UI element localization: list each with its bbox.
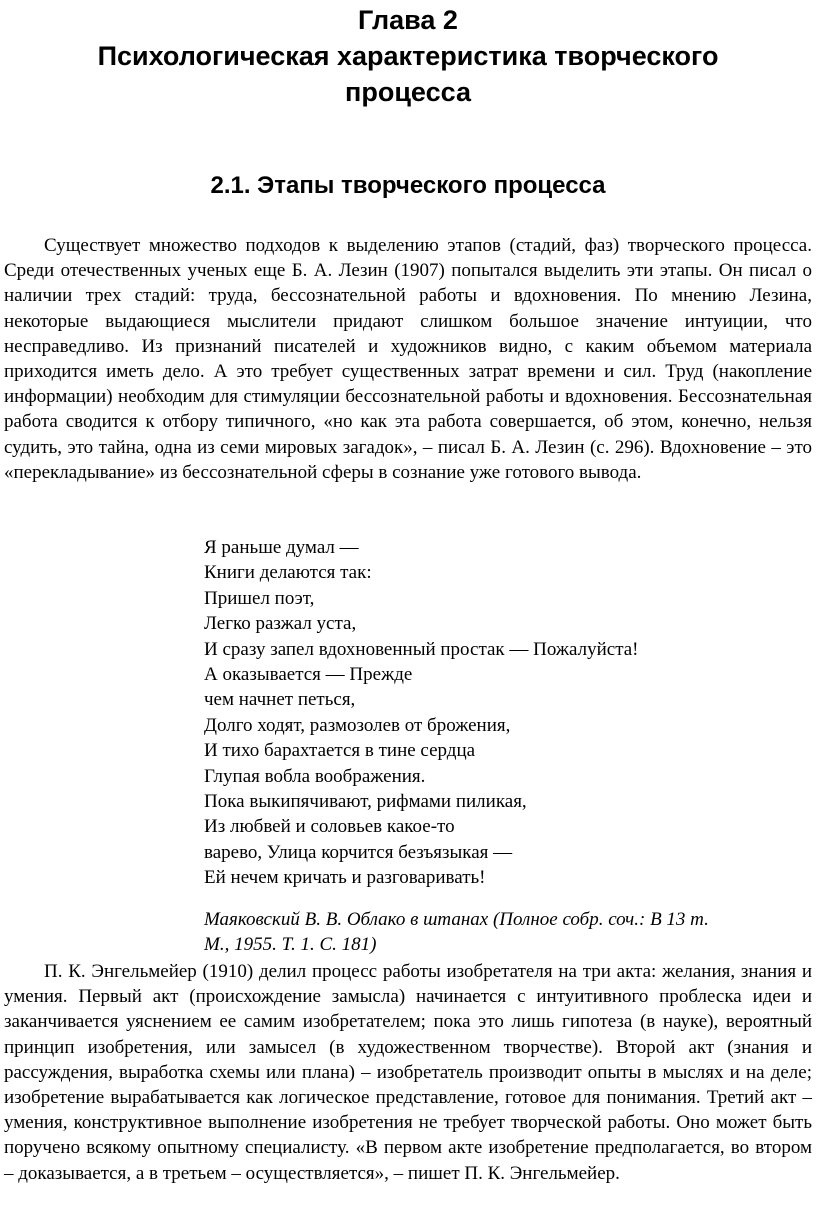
poem-line: А оказывается — Прежде: [204, 664, 413, 686]
poem-citation: [204, 907, 804, 957]
chapter-title-line1: Психологическая характеристика творческого: [97, 41, 719, 71]
poem-line: Пришел поэт,: [204, 587, 315, 609]
poem-line: варево, Улица корчится безъязыкая —: [204, 841, 513, 863]
poem-line: Из любвей и соловьев какое-то: [204, 816, 455, 838]
poem-quote: [204, 535, 684, 891]
poem-line: Пока выкипячивают, рифмами пиликая,: [204, 791, 527, 813]
chapter-label: Глава 2: [358, 5, 458, 35]
paragraph-engelmeyer: П. К. Энгельмейер (1910) делил процесс работы изобретателя на три акта: желания, знания и умения. Первый акт (происхождение замысла) начинается с интуитивного проблеска идеи и заканчивается уяснением ее самим изобретателем; пока это лишь гипотеза (в науке), вероятный принцип изобретения, или замысел (в художественном творчестве). Второй акт (знания и рассуждения, выработка схемы или плана) – изобретатель производит опыты в мыслях и на деле; изобретение вырабатывается как логическое представление, готовое для понимания. Третий акт – умения, конструктивное выполнение изобретения не требует творческой работы. Оно может быть поручено всякому опытному специалисту. «В первом акте изобретение предполагается, во втором – доказывается, а в третьем – осуществляется», – пишет П. К. Энгельмейер.: [4, 961, 812, 1184]
poem-line: Ей нечем кричать и разговаривать!: [204, 867, 486, 889]
poem-line: Глупая вобла воображения.: [204, 765, 426, 787]
poem-line: Книги делаются так:: [204, 562, 372, 584]
poem-line: Я раньше думал —: [204, 537, 359, 558]
poem-line: Легко разжал уста,: [204, 613, 357, 635]
paragraph-stages-lezin: Существует множество подходов к выделению этапов (стадий, фаз) творческого процесса. Среди отечественных ученых еще Б. А. Лезин (1907) попытался выделить эти этапы. Он писал о наличии трех стадий: труда, бессознательной работы и вдохновения. По мнению Лезина, некоторые выдающиеся мыслители придают слишком большое значение интуиции, что несправедливо. Из признаний писателей и художников видно, с каким объемом материала приходится иметь дело. А это требует существенных затрат времени и сил. Труд (накопление информации) необходим для стимуляции бессознательной работы и вдохновения. Бессознательная работа сводится к отбору типичного, «но как эта работа совершается, об этом, конечно, нельзя судить, это тайна, одна из семи мировых загадок», – писал Б. А. Лезин (с. 296). Вдохновение – это «перекладывание» из бессознательной сферы в сознание уже готового вывода.: [4, 235, 812, 483]
poem-line: И сразу запел вдохновенный простак — Пожалуйста!: [204, 638, 639, 660]
citation-line2: М., 1955. Т. 1. С. 181): [204, 934, 377, 955]
section-title: 2.1. Этапы творческого процесса: [210, 172, 606, 199]
poem-line: Долго ходят, размозолев от брожения,: [204, 714, 511, 736]
poem-line: И тихо барахтается в тине сердца: [204, 740, 476, 762]
poem-line: чем начнет петься,: [204, 689, 356, 711]
citation-line1: Маяковский В. В. Облако в штанах (Полное собр. соч.: В 13 т.: [204, 909, 709, 930]
chapter-title-line2: процесса: [345, 77, 471, 107]
